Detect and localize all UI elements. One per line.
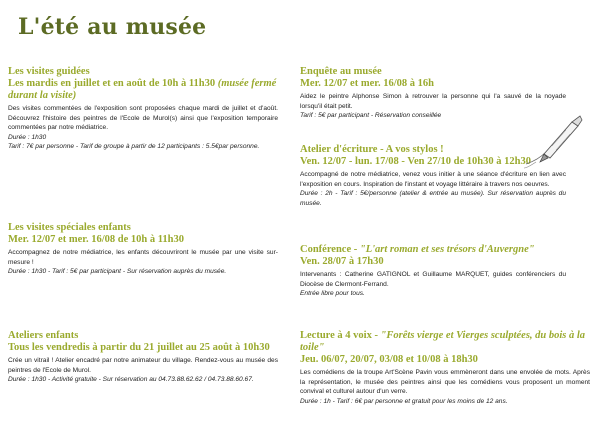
section-body	[300, 170, 566, 208]
price-note: Entrée libre pour tous.	[300, 290, 365, 298]
title-text: Conférence -	[300, 244, 360, 255]
body-text: Accompagné de notre médiatrice, venez vous initier à une séance d'écriture en lien avec l'exposition en cours. Inspiration de l'instant et voyage littéraire à travers nos oeuvres.	[300, 171, 566, 188]
section-body	[8, 104, 278, 152]
section-schedule: Jeu. 06/07, 20/07, 03/08 et 10/08 à 18h30	[300, 354, 478, 365]
title-text: Lecture à 4 voix -	[300, 330, 381, 341]
section-title	[300, 244, 566, 256]
section-schedule: Mer. 12/07 et mer. 16/08 de 10h à 11h30	[8, 234, 184, 245]
price-note: Durée : 1h30 - Activité gratuite - Sur réservation au 04.73.88.62.62 / 04.73.88.60.67.	[8, 376, 254, 384]
section-schedule: Mer. 12/07 et mer. 16/08 à 16h	[300, 78, 434, 89]
section-lecture	[300, 330, 590, 406]
price-note: Durée : 1h30 - Tarif : 5€ par participant - Sur réservation auprès du musée.	[8, 268, 227, 276]
section-body	[300, 270, 566, 299]
body-text: Accompagnez de notre médiatrice, les enfants découvriront le musée par une visite sur-mesure !	[8, 249, 278, 266]
section-visites-guidees	[8, 66, 278, 152]
section-title	[300, 330, 590, 354]
section-schedule: Ven. 12/07 - lun. 17/08 - Ven 27/10 de 10h30 à 12h30	[300, 156, 531, 167]
section-title: Les visites spéciales enfants	[8, 222, 131, 233]
title-quote: "Forêts vierge et Vierges sculptées, du bois à la toile"	[300, 330, 586, 353]
body-text: Les comédiens de la troupe Art'Scène Pavin vous emmèneront dans une envolée de mots. Après la représentation, le musée des peintres ainsi que les comédiens vous proposent un moment convival et culturel autour d'un verre.	[300, 369, 590, 396]
section-schedule: Tous les vendredis à partir du 21 juillet au 25 août à 10h30	[8, 342, 270, 353]
section-body	[300, 368, 590, 406]
section-schedule: Ven. 28/07 à 17h30	[300, 256, 384, 267]
page-title: L'été au musée	[18, 14, 207, 40]
section-visites-enfants	[8, 222, 278, 277]
schedule-note: (musée fermé durant la visite)	[8, 78, 277, 101]
price-note: Tarif : 5€ par participant - Réservation conseillée	[300, 112, 442, 120]
body-text: Crée un vitrail ! Atelier encadré par notre animateur du village. Rendez-vous au musée des peintres de l'Ecole de Murol.	[8, 357, 278, 374]
fountain-pen-icon	[522, 112, 584, 170]
section-title: Ateliers enfants	[8, 330, 79, 341]
body-text: Aidez le peintre Alphonse Simon à retrouver la personne qui l'a sauvé de la noyade lorsqu'il était petit.	[300, 93, 566, 110]
section-title: Enquête au musée	[300, 66, 382, 77]
duration-note: Durée : 1h30	[8, 133, 47, 141]
section-schedule	[8, 78, 278, 102]
price-note: Durée : 2h - Tarif : 5€/personne (atelier & entrée au musée). Sur réservation auprès du musée.	[300, 190, 566, 207]
title-quote: "L'art roman et ses trésors d'Auvergne"	[359, 244, 535, 255]
schedule-text: Les mardis en juillet et en août de 10h à 11h30	[8, 78, 216, 89]
body-text: Des visites commentées de l'exposition sont proposées chaque mardi de juillet et d'août. Découvrez l'histoire des peintres de l'Ecole de Murol(s) ainsi que l'exposition temporaire commentées par notre médiatrice.	[8, 105, 278, 132]
section-body	[8, 356, 278, 385]
body-text: Intervenants : Catherine GATIGNOL et Guillaume MARQUET, guides conférenciers du Diocèse de Clermont-Ferrand.	[300, 271, 566, 288]
section-ateliers-enfants	[8, 330, 278, 385]
section-body	[8, 248, 278, 277]
section-title: Les visites guidées	[8, 66, 90, 77]
price-note: Tarif : 7€ par personne - Tarif de groupe à partir de 12 participants : 5.5€par personne.	[8, 143, 260, 151]
price-note: Durée : 1h - Tarif : 6€ par personne et gratuit pour les moins de 12 ans.	[300, 397, 508, 405]
section-conference	[300, 244, 566, 299]
section-title: Atelier d'écriture - A vos stylos !	[300, 144, 444, 155]
